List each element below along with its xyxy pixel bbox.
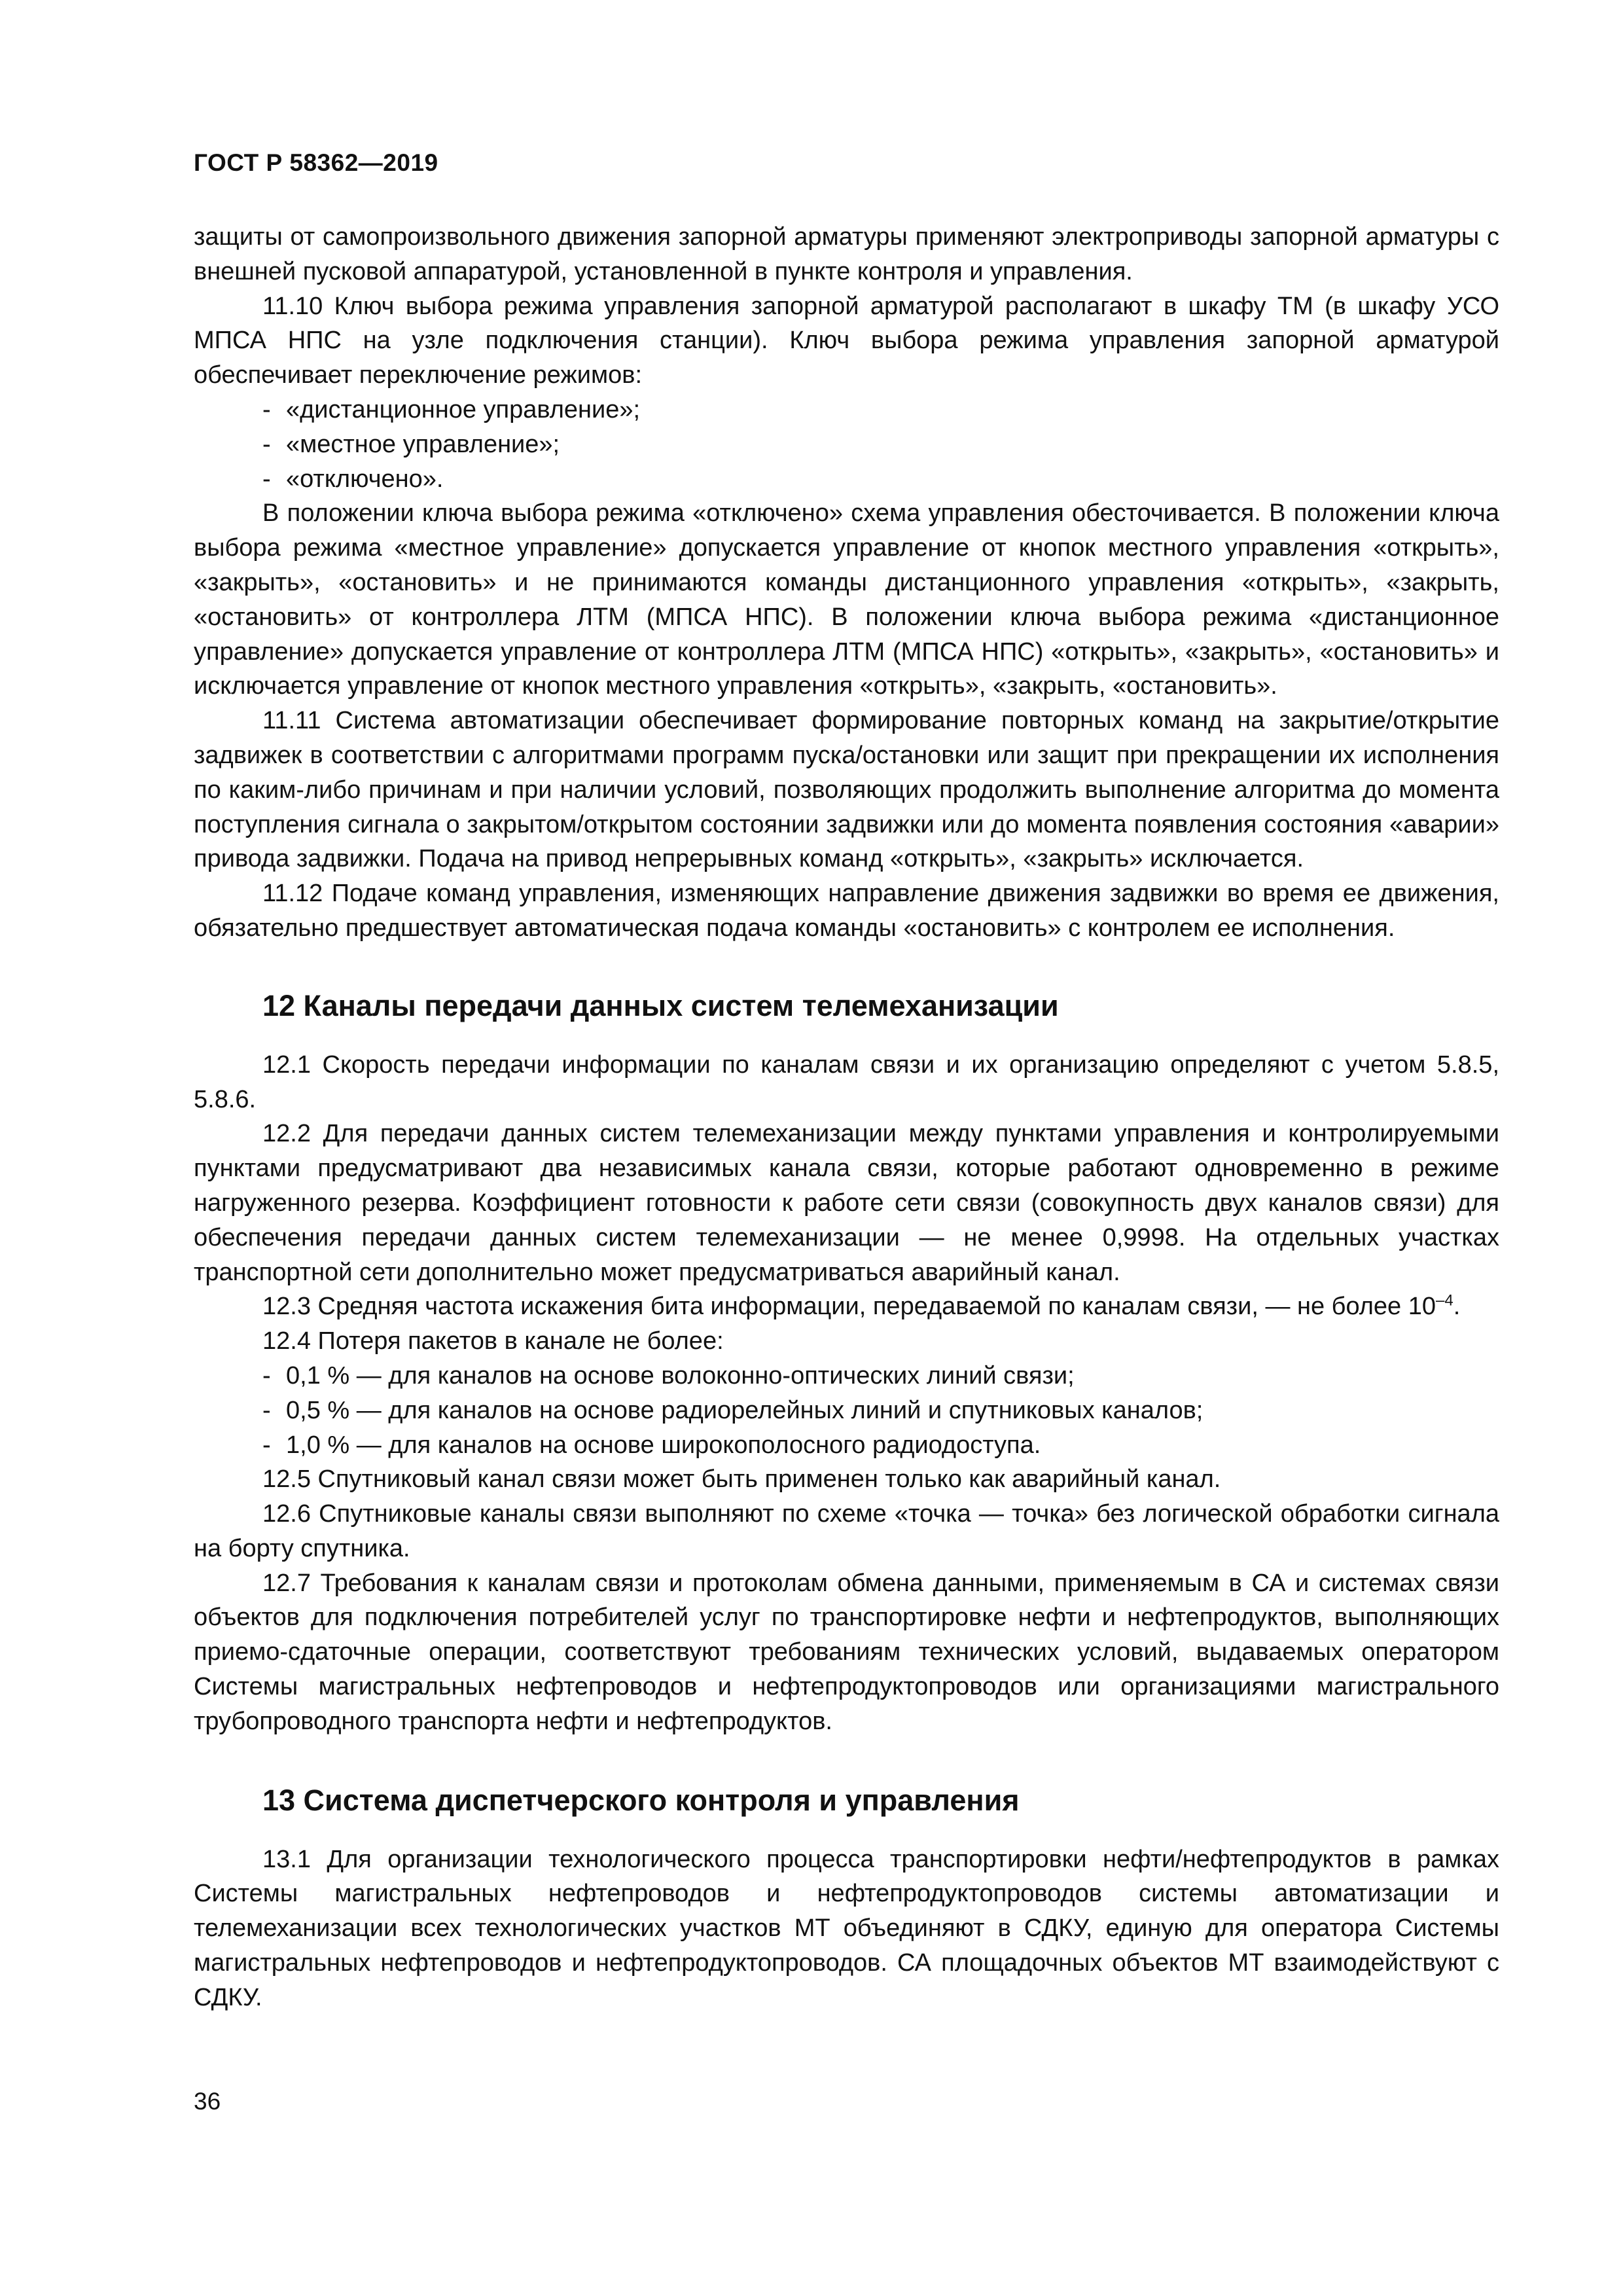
paragraph-13-1: 13.1 Для организации технологического процесса транспортировки нефти/нефтепродуктов в рамках Системы магистральных нефтепроводов и нефтепродуктопроводов системы автоматизации и телемеханизации всех технологических участков МТ объединяют в СДКУ, единую для оператора Системы магистральных нефтепроводов и нефтепродуктопроводов. СА площадочных объектов МТ взаимодействуют с СДКУ. bbox=[194, 1845, 1499, 2011]
paragraph-12-4: 12.4 Потеря пакетов в канале не более: bbox=[262, 1327, 724, 1355]
section-12-heading: 12 Каналы передачи данных систем телемеханизации bbox=[262, 988, 1059, 1022]
paragraph-11-11: 11.11 Система автоматизации обеспечивает формирование повторных команд на закрытие/открытие задвижек в соответствии с алгоритмами программ пуска/остановки или защит при прекращении их исполнения по каким-либо причинам и при наличии условий, позволяющих продолжить выполнение алгоритма до момента поступления сигнала о закрытом/открытом состоянии задвижки или до момента появления состояния «аварии» привода задвижки. Подача на привод непрерывных команд «открыть», «закрыть» исключается. bbox=[194, 707, 1499, 873]
list-item-text: «дистанционное управление»; bbox=[286, 395, 641, 423]
list-dash: - bbox=[262, 1361, 271, 1390]
list-dash: - bbox=[262, 1431, 271, 1459]
paragraph-12-3-text: 12.3 Средняя частота искажения бита информации, передаваемой по каналам связи, — не более bbox=[262, 1293, 1402, 1321]
power-exponent: –4 bbox=[1436, 1291, 1454, 1310]
list-item bbox=[194, 1428, 1499, 1463]
list-item bbox=[194, 393, 1499, 427]
page-number: 36 bbox=[194, 2088, 221, 2115]
list-item-text: 0,1 % — для каналов на основе волоконно-оптических линий связи; bbox=[286, 1361, 1075, 1390]
document-body bbox=[194, 220, 1499, 2015]
paragraph-continuation: защиты от самопроизвольного движения запорной арматуры применяют электроприводы запорной арматуры с внешней пусковой аппаратурой, установленной в пункте контроля и управления. bbox=[194, 223, 1499, 285]
paragraph-12-1: 12.1 Скорость передачи информации по каналам связи и их организацию определяют с учетом 5.8.5, 5.8.6. bbox=[194, 1050, 1499, 1113]
list-item-text: 0,5 % — для каналов на основе радиорелейных линий и спутниковых каналов; bbox=[286, 1396, 1204, 1424]
list-dash: - bbox=[262, 1396, 271, 1424]
paragraph-12-3 bbox=[194, 1289, 1499, 1324]
power-base: 10 bbox=[1408, 1293, 1436, 1321]
paragraph-12-3-end: . bbox=[1453, 1293, 1461, 1321]
list-dash: - bbox=[262, 395, 271, 423]
list-item bbox=[194, 462, 1499, 497]
list-item bbox=[194, 427, 1499, 462]
list-dash: - bbox=[262, 465, 271, 493]
paragraph-12-2: 12.2 Для передачи данных систем телемеханизации между пунктами управления и контролируемыми пунктами предусматривают два независимых канала связи, которые работают одновременно в режиме нагруженного резерва. Коэффициент готовности к работе сети связи (совокупность двух каналов связи) для обеспечения передачи данных систем телемеханизации — не менее 0,9998. На отдельных участках транспортной сети дополнительно может предусматриваться аварийный канал. bbox=[194, 1120, 1499, 1286]
list-item bbox=[194, 1359, 1499, 1393]
paragraph-12-5: 12.5 Спутниковый канал связи может быть применен только как аварийный канал. bbox=[262, 1465, 1221, 1494]
list-item-text: «отключено». bbox=[286, 465, 444, 493]
list-dash: - bbox=[262, 430, 271, 458]
standard-header: ГОСТ Р 58362—2019 bbox=[194, 149, 438, 176]
paragraph-11-12: 11.12 Подаче команд управления, изменяющих направление движения задвижки во время ее движения, обязательно предшествует автоматическая подача команды «остановить» с контролем ее исполнения. bbox=[194, 880, 1499, 942]
paragraph-12-6: 12.6 Спутниковые каналы связи выполняют по схеме «точка — точка» без логической обработки сигнала на борту спутника. bbox=[194, 1500, 1499, 1562]
paragraph-11-10: 11.10 Ключ выбора режима управления запорной арматурой располагают в шкафу ТМ (в шкафу УСО МПСА НПС на узле подключения станции). Ключ выбора режима управления запорной арматурой обеспечивает переключение режимов: bbox=[194, 292, 1499, 389]
list-item-text: «местное управление»; bbox=[286, 430, 560, 458]
list-item bbox=[194, 1393, 1499, 1428]
section-13-heading: 13 Система диспетчерского контроля и управления bbox=[262, 1783, 1020, 1817]
paragraph-key-positions: В положении ключа выбора режима «отключено» схема управления обесточивается. В положении ключа выбора режима «местное управление» допускается управление от кнопок местного управления «открыть», «закрыть», «остановить» и не принимаются команды дистанционного управления «открыть», «закрыть, «остановить» от контроллера ЛТМ (МПСА НПС). В положении ключа выбора режима «дистанционное управление» допускается управление от контроллера ЛТМ (МПСА НПС) «открыть», «закрыть», «остановить» и исключается управление от кнопок местного управления «открыть», «закрыть, «остановить». bbox=[194, 499, 1499, 700]
paragraph-12-7: 12.7 Требования к каналам связи и протоколам обмена данными, применяемым в СА и системах связи объектов для подключения потребителей услуг по транспортировке нефти и нефтепродуктов, выполняющих приемо-сдаточные операции, соответствуют требованиям технических условий, выдаваемых оператором Системы магистральных нефтепроводов и нефтепродуктопроводов или организациями магистрального трубопроводного транспорта нефти и нефтепродуктов. bbox=[194, 1569, 1499, 1735]
list-item-text: 1,0 % — для каналов на основе широкополосного радиодоступа. bbox=[286, 1431, 1041, 1459]
